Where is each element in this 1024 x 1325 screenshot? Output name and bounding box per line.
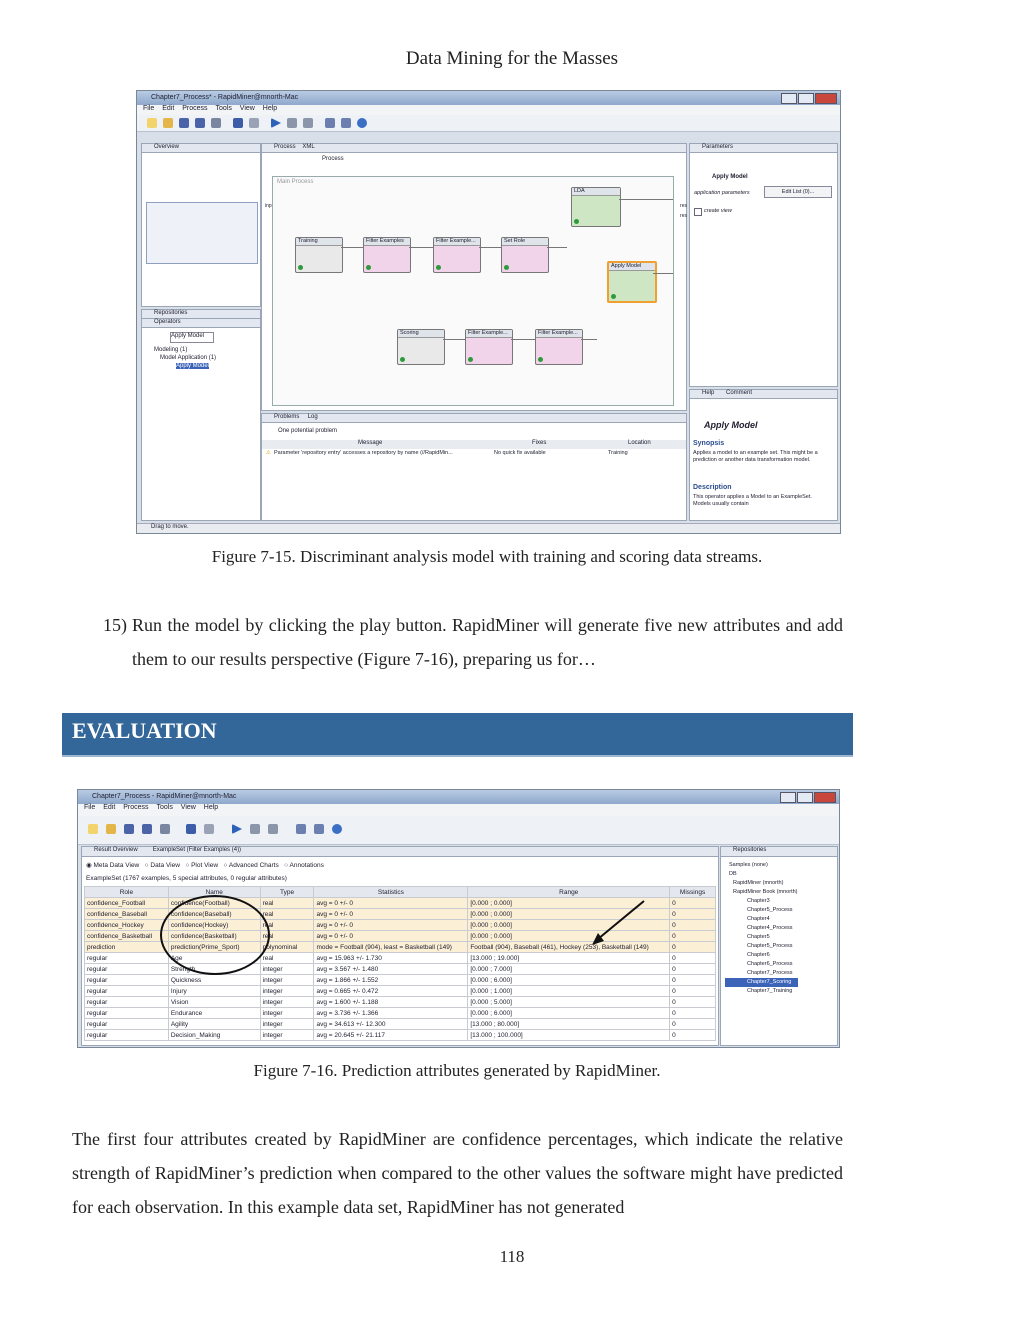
radio-plot-view[interactable]: ○ Plot View (185, 862, 219, 869)
cell-missing: 0 (670, 1030, 716, 1041)
cell-missing: 0 (670, 920, 716, 931)
menu-edit-2[interactable]: Edit (103, 804, 116, 811)
process-canvas[interactable] (265, 176, 687, 406)
menu-tools[interactable]: Tools (215, 105, 232, 112)
cell-range: [0.000 ; 0.000] (468, 931, 670, 942)
cell-role: regular (85, 997, 169, 1008)
cell-stats: avg = 1.866 +/- 1.552 (314, 975, 468, 986)
table-row[interactable] (85, 1030, 716, 1041)
tab-problems[interactable]: Problems (274, 414, 300, 420)
minimize-button-2[interactable] (780, 792, 796, 803)
close-button[interactable] (815, 93, 837, 104)
radio-annotations[interactable]: ○ Annotations (284, 862, 324, 869)
radio-data-view[interactable]: ○ Data View (144, 862, 180, 869)
page-number: 118 (499, 1247, 525, 1266)
pause-icon-2[interactable] (250, 824, 260, 834)
cell-type: integer (260, 964, 314, 975)
menu-file-2[interactable]: File (84, 804, 96, 811)
figure-7-16-caption: Figure 7-16. Prediction attributes generated by RapidMiner. (253, 1061, 661, 1080)
stop-icon[interactable] (303, 118, 313, 128)
repositories-panel (720, 846, 838, 1046)
problem-row[interactable] (262, 450, 686, 459)
menu-edit[interactable]: Edit (162, 105, 175, 112)
params-title: Apply Model (712, 174, 748, 180)
cell-role: prediction (85, 942, 169, 953)
cell-missing: 0 (670, 898, 716, 909)
operator-lda[interactable]: LDA (571, 187, 621, 227)
cell-name: confidence(Basketball) (168, 931, 260, 942)
problem-count: One potential problem (278, 428, 338, 434)
view-options (86, 861, 324, 869)
table-row[interactable] (85, 975, 716, 986)
tab-operators[interactable]: Operators (142, 319, 260, 328)
cell-role: regular (85, 1019, 169, 1030)
cell-role: confidence_Football (85, 898, 169, 909)
repo-tree-item[interactable]: Chapter6_Process (747, 961, 793, 967)
cell-range: [0.000 ; 1.000] (468, 986, 670, 997)
application-parameters-label: application parameters (694, 190, 750, 196)
cell-type: integer (260, 1030, 314, 1041)
menu-help-2[interactable]: Help (203, 804, 219, 811)
undo-icon[interactable] (233, 118, 243, 128)
cell-missing: 0 (670, 953, 716, 964)
col-header[interactable]: Range (468, 887, 670, 898)
port-inp[interactable]: inp (265, 203, 272, 209)
running-head: Data Mining for the Masses (405, 48, 619, 69)
save-as-icon-2[interactable] (142, 824, 152, 834)
cell-type: integer (260, 1019, 314, 1030)
menu-view-2[interactable]: View (180, 804, 196, 811)
tree-apply-model[interactable]: Apply Model (176, 363, 210, 369)
window-titlebar (137, 91, 840, 105)
repo-tree-item[interactable]: Chapter7_Training (747, 988, 793, 994)
cell-stats: avg = 34.613 +/- 12.300 (314, 1019, 468, 1030)
operator-filter-examples-2[interactable]: Filter Example... (433, 237, 481, 273)
window-titlebar-2 (78, 790, 839, 804)
save-icon-2[interactable] (124, 824, 134, 834)
cell-stats: avg = 0 +/- 0 (314, 931, 468, 942)
cell-missing: 0 (670, 931, 716, 942)
col-header[interactable]: Statistics (314, 887, 468, 898)
operator-set-role[interactable]: Set Role (501, 237, 549, 273)
design-view-icon[interactable] (325, 118, 335, 128)
main-process-label: Main Process (277, 179, 314, 185)
design-view-icon-2[interactable] (296, 824, 306, 834)
problem-location: Training (608, 450, 628, 456)
info-icon-2[interactable] (332, 824, 342, 834)
cell-name: confidence(Baseball) (168, 909, 260, 920)
cell-type: real (260, 931, 314, 942)
cell-missing: 0 (670, 975, 716, 986)
cell-range: [0.000 ; 6.000] (468, 975, 670, 986)
menu-bar-2 (78, 804, 839, 816)
col-location[interactable]: Location (628, 440, 651, 446)
figure-7-16-screenshot (77, 789, 840, 1048)
cell-stats: mode = Football (904), least = Basketball (149) (314, 942, 468, 953)
create-view-label: create view (704, 208, 732, 214)
menu-process[interactable]: Process (182, 105, 208, 112)
problem-message: Parameter 'repository entry' accesses a repository by name (//RapidMin... (274, 450, 453, 456)
menu-process-2[interactable]: Process (123, 804, 149, 811)
tab-process[interactable]: Process (274, 144, 296, 150)
cell-role: confidence_Baseball (85, 909, 169, 920)
repo-tree-item[interactable]: Chapter5_Process (747, 943, 793, 949)
step-15-text: Run the model by clicking the play button. RapidMiner will generate five new attributes and add them to our results perspective (Figure 7-16), preparing us for… (132, 615, 843, 669)
repo-tree-item[interactable]: Chapter6 (747, 952, 770, 958)
print-icon[interactable] (211, 118, 221, 128)
repo-tree-item[interactable]: RapidMiner Book (mnorth) (733, 889, 798, 895)
save-as-icon[interactable] (195, 118, 205, 128)
problem-fix: No quick fix available (494, 450, 546, 456)
cell-range: [0.000 ; 0.000] (468, 909, 670, 920)
col-header[interactable]: Type (260, 887, 314, 898)
col-message[interactable]: Message (358, 440, 383, 446)
cell-name: Vision (168, 997, 260, 1008)
operator-filter-examples-3[interactable]: Filter Example... (465, 329, 513, 365)
repo-tree-item[interactable]: Samples (none) (729, 862, 768, 868)
process-panel (261, 143, 687, 411)
help-panel (689, 389, 838, 521)
table-row[interactable] (85, 997, 716, 1008)
description-heading: Description (693, 484, 732, 491)
overview-panel (141, 143, 261, 307)
stop-icon-2[interactable] (268, 824, 278, 834)
undo-icon-2[interactable] (186, 824, 196, 834)
step-number: 15) (103, 615, 127, 635)
cell-name: Strength (168, 964, 260, 975)
results-view-icon-2[interactable] (314, 824, 324, 834)
save-icon[interactable] (179, 118, 189, 128)
cell-range: Football (904), Baseball (461), Hockey (253), Basketball (149) (468, 942, 670, 953)
synopsis-text: Applies a model to an example set. This might be a prediction or another data transformation model. (693, 450, 818, 463)
cell-range: [0.000 ; 5.000] (468, 997, 670, 1008)
cell-stats: avg = 0 +/- 0 (314, 898, 468, 909)
cell-name: Age (168, 953, 260, 964)
cell-type: real (260, 920, 314, 931)
repo-tree-item[interactable]: Chapter4_Process (747, 925, 793, 931)
cell-name: confidence(Football) (168, 898, 260, 909)
section-heading: EVALUATION (72, 718, 217, 743)
repo-tree-item[interactable]: Chapter3 (747, 898, 770, 904)
col-header[interactable]: Name (168, 887, 260, 898)
cell-range: [0.000 ; 0.000] (468, 920, 670, 931)
tab-help[interactable]: Help (702, 390, 715, 396)
info-icon[interactable] (357, 118, 367, 128)
window-title-2: Chapter7_Process - RapidMiner@mnorth-Mac (92, 793, 237, 800)
cell-range: [13.000 ; 19.000] (468, 953, 670, 964)
tab-repositories-2[interactable]: Repositories (721, 847, 837, 857)
menu-help[interactable]: Help (262, 105, 278, 112)
process-tabs (262, 144, 686, 153)
print-icon-2[interactable] (160, 824, 170, 834)
repo-tree-item[interactable]: RapidMiner (mnorth) (733, 880, 784, 886)
col-header[interactable]: Role (85, 887, 169, 898)
cell-name: Injury (168, 986, 260, 997)
synopsis-heading: Synopsis (693, 440, 725, 447)
tab-overview[interactable]: Overview (142, 144, 260, 153)
cell-role: regular (85, 953, 169, 964)
radio-meta-data-view[interactable]: ◉ Meta Data View (86, 862, 140, 869)
repo-tree-item[interactable]: Chapter7_Process (747, 970, 793, 976)
results-tabs (82, 847, 718, 857)
repo-tree-item[interactable]: Chapter5_Process (747, 907, 793, 913)
table-row[interactable] (85, 986, 716, 997)
parameters-panel (689, 143, 838, 387)
close-button-2[interactable] (814, 792, 836, 803)
cell-role: regular (85, 964, 169, 975)
cell-type: integer (260, 997, 314, 1008)
redo-icon-2[interactable] (204, 824, 214, 834)
new-icon-2[interactable] (88, 824, 98, 834)
results-view-icon[interactable] (341, 118, 351, 128)
cell-name: Endurance (168, 1008, 260, 1019)
menu-bar (137, 105, 840, 115)
cell-name: prediction(Prime_Sport) (168, 942, 260, 953)
body-paragraph: The first four attributes created by RapidMiner are confidence percentages, which indicate the relative strength of RapidMiner’s prediction when compared to the other values the software might have predicted for each observation. In this example data set, RapidMiner has not generated (72, 1129, 843, 1217)
cell-role: regular (85, 1008, 169, 1019)
overview-thumbnail[interactable] (146, 202, 258, 264)
tab-result-overview[interactable]: Result Overview (94, 847, 138, 853)
cell-missing: 0 (670, 942, 716, 953)
cell-range: [0.000 ; 7.000] (468, 964, 670, 975)
open-icon-2[interactable] (106, 824, 116, 834)
cell-role: confidence_Basketball (85, 931, 169, 942)
cell-stats: avg = 0.665 +/- 0.472 (314, 986, 468, 997)
repo-tree-item[interactable]: Chapter5 (747, 934, 770, 940)
cell-name: Decision_Making (168, 1030, 260, 1041)
cell-role: regular (85, 975, 169, 986)
cell-type: integer (260, 975, 314, 986)
tab-parameters[interactable]: Parameters (690, 144, 837, 153)
results-panel (81, 846, 719, 1046)
tree-model-application[interactable]: Model Application (1) (160, 355, 217, 361)
edit-list-button[interactable]: Edit List (0)... (764, 186, 832, 198)
cell-missing: 0 (670, 1008, 716, 1019)
figure-7-15-screenshot (136, 90, 841, 534)
warning-icon: ⚠ (266, 450, 271, 456)
cell-role: regular (85, 986, 169, 997)
cell-type: integer (260, 1008, 314, 1019)
operator-filter-examples-1[interactable]: Filter Examples (363, 237, 411, 273)
open-icon[interactable] (163, 118, 173, 128)
cell-missing: 0 (670, 1019, 716, 1030)
exampleset-info: ExampleSet (1767 examples, 5 special attributes, 0 regular attributes) (86, 875, 287, 882)
new-icon[interactable] (147, 118, 157, 128)
cell-role: confidence_Hockey (85, 920, 169, 931)
create-view-checkbox[interactable] (694, 208, 702, 216)
table-row[interactable] (85, 1008, 716, 1019)
cell-stats: avg = 15.963 +/- 1.730 (314, 953, 468, 964)
menu-tools-2[interactable]: Tools (156, 804, 173, 811)
cell-role: regular (85, 1030, 169, 1041)
window-title: Chapter7_Process* - RapidMiner@mnorth-Mac (151, 94, 299, 101)
operator-filter-examples-4[interactable]: Filter Example... (535, 329, 583, 365)
toolbar-2 (78, 816, 839, 845)
cell-type: real (260, 898, 314, 909)
play-icon-2[interactable] (232, 824, 242, 834)
cell-type: polynominal (260, 942, 314, 953)
cell-type: integer (260, 986, 314, 997)
table-row[interactable] (85, 1019, 716, 1030)
maximize-button-2[interactable] (797, 792, 813, 803)
cell-range: [13.000 ; 100.000] (468, 1030, 670, 1041)
section-heading-bar (62, 713, 853, 757)
figure-7-15-caption: Figure 7-15. Discriminant analysis model with training and scoring data streams. (211, 547, 763, 566)
maximize-button[interactable] (798, 93, 814, 104)
repo-tree-item[interactable]: Chapter7_Scoring (725, 978, 798, 987)
operator-search-input[interactable]: Apply Model (170, 332, 214, 343)
cell-stats: avg = 0 +/- 0 (314, 909, 468, 920)
problems-tabs (262, 414, 686, 423)
pause-icon[interactable] (287, 118, 297, 128)
repo-tree-item[interactable]: Chapter4 (747, 916, 770, 922)
play-icon[interactable] (271, 118, 281, 128)
help-title: Apply Model (704, 420, 758, 430)
redo-icon[interactable] (249, 118, 259, 128)
radio-advanced-charts[interactable]: ○ Advanced Charts (223, 862, 279, 869)
status-bar: Drag to move. (137, 523, 840, 533)
help-tabs (690, 390, 837, 399)
cell-name: Agility (168, 1019, 260, 1030)
col-header[interactable]: Missings (670, 887, 716, 898)
port-res2[interactable]: res (680, 213, 687, 219)
cell-stats: avg = 0 +/- 0 (314, 920, 468, 931)
menu-view[interactable]: View (239, 105, 255, 112)
cell-type: real (260, 953, 314, 964)
cell-name: Quickness (168, 975, 260, 986)
repo-tree-item[interactable]: DB (729, 871, 737, 877)
tab-exampleset[interactable]: ExampleSet (Filter Examples (4)) (152, 847, 242, 853)
toolbar (137, 115, 840, 132)
tab-repositories[interactable]: Repositories (142, 310, 260, 319)
problems-panel (261, 413, 687, 521)
minimize-button[interactable] (781, 93, 797, 104)
description-text: This operator applies a Model to an ExampleSet. Models usually contain (693, 494, 812, 507)
cell-stats: avg = 3.736 +/- 1.366 (314, 1008, 468, 1019)
cell-name: confidence(Hockey) (168, 920, 260, 931)
tab-xml[interactable]: XML (302, 144, 315, 150)
cell-stats: avg = 3.567 +/- 1.480 (314, 964, 468, 975)
cell-range: [13.000 ; 80.000] (468, 1019, 670, 1030)
cell-stats: avg = 20.645 +/- 21.117 (314, 1030, 468, 1041)
operators-panel (141, 309, 261, 521)
cell-type: real (260, 909, 314, 920)
highlight-ellipse (160, 895, 270, 975)
cell-missing: 0 (670, 964, 716, 975)
cell-range: [0.000 ; 6.000] (468, 1008, 670, 1019)
cell-range: [0.000 ; 0.000] (468, 898, 670, 909)
cell-missing: 0 (670, 909, 716, 920)
cell-missing: 0 (670, 986, 716, 997)
operator-scoring[interactable]: Scoring (397, 329, 445, 365)
tree-modeling[interactable]: Modeling (1) (154, 347, 188, 353)
cell-missing: 0 (670, 997, 716, 1008)
breadcrumb[interactable]: Process (322, 156, 344, 162)
tab-comment[interactable]: Comment (726, 390, 753, 396)
highlight-arrow (590, 899, 650, 949)
cell-stats: avg = 1.600 +/- 1.188 (314, 997, 468, 1008)
port-res1[interactable]: res (680, 203, 687, 209)
operator-apply-model[interactable]: Apply Model (607, 261, 657, 303)
menu-file[interactable]: File (143, 105, 155, 112)
col-fixes[interactable]: Fixes (532, 440, 547, 446)
operator-training[interactable]: Training (295, 237, 343, 273)
tab-log[interactable]: Log (307, 414, 318, 420)
